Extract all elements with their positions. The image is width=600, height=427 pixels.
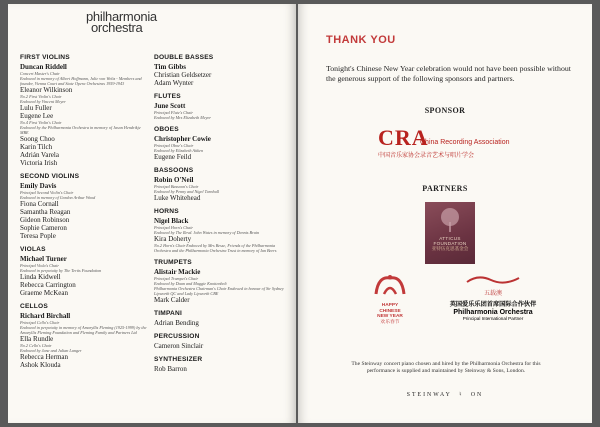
musician-name: Michael Turner <box>20 255 67 263</box>
musician-name: Eugene Feild <box>154 153 192 161</box>
chair-note: Endowed in memory of Albert Hoffmann, Julie von Weltz - Members and founder, Vienna Court and State Opera Orchestras 1959-1943 <box>20 76 142 86</box>
musician-name: Soong Choo <box>20 135 55 143</box>
musician-name: Kira Doherty <box>154 235 192 243</box>
steinway-wordmark: STEINWAY <box>406 392 452 398</box>
chair-note: Endowed by Penny and Nigel Turnbull <box>154 189 220 194</box>
roster-page <box>8 4 296 423</box>
musician-name: Adrián Varela <box>20 151 59 159</box>
wuzai-text: 五载澳 <box>483 291 502 297</box>
musician-name: Eugene Lee <box>20 112 54 120</box>
tree-icon <box>425 202 475 236</box>
musician-name: Ella Rundle <box>20 335 54 343</box>
musician-name: Adrian Bending <box>154 319 199 327</box>
section-heading: FIRST VIOLINS <box>20 54 70 61</box>
section-heading: CELLOS <box>20 303 48 310</box>
musician-name: Gideon Robinson <box>20 216 70 224</box>
musician-name: Richard Birchall <box>20 312 71 320</box>
musician-name: Duncan Riddell <box>20 63 67 71</box>
chair-note: Endowed by Vincent Meyer <box>20 99 66 104</box>
musician-name: June Scott <box>154 102 186 110</box>
musician-name: Rebecca Herman <box>20 353 68 361</box>
chair-note: No.4 First Violin's Chair <box>20 120 62 125</box>
philharmonia-logo <box>86 11 157 33</box>
cra-wordmark: CRA <box>378 125 429 150</box>
musician-name: Emily Davis <box>20 182 57 190</box>
musician-name: Karin Tilch <box>20 143 53 151</box>
musician-name: Graeme McKean <box>20 289 69 297</box>
musician-name: Linda Kidwell <box>20 273 61 281</box>
musician-name: Ashok Klouda <box>20 361 61 369</box>
musician-name: Christian Geldsetzer <box>154 71 212 79</box>
happy-chinese-new-year-logo <box>370 272 410 325</box>
chair-note: No.2 Cello's Chair <box>20 343 52 348</box>
musician-name: Eleanor Wilkinson <box>20 86 73 94</box>
musician-name: Sophie Cameron <box>20 224 67 232</box>
musician-name: Tim Gibbs <box>154 63 186 71</box>
chair-note: Endowed in memory of Gordon Arthur Wood <box>20 195 96 200</box>
cny-chinese: 欢乐春节 <box>380 319 400 325</box>
chair-note: No.2 First Violin's Chair <box>20 94 62 99</box>
musician-name: Lulu Fuller <box>20 104 52 112</box>
chair-note: Principal Cello's Chair <box>20 320 60 325</box>
section-heading: HORNS <box>154 208 179 215</box>
section-heading: BASSOONS <box>154 167 194 174</box>
chair-note: Endowed by Mrs Elizabeth Meyer <box>154 115 211 120</box>
musician-name: Christopher Cowie <box>154 135 211 143</box>
logo-line-1: philharmonia <box>86 9 157 24</box>
chair-note: Endowed by the Philharmonia Orchestra in memory of Jason Hendrikje MBE <box>20 125 141 135</box>
chair-note: Endowed in perpetuity in memory of Amaryllis Fleming (1925-1999) by the Amaryllis Fleming Foundation and Fleming Family and Partners Ltd <box>20 325 147 335</box>
cra-fullname: China Recording Association <box>420 139 510 146</box>
section-heading: VIOLAS <box>20 246 46 253</box>
section-heading: TIMPANI <box>154 310 183 317</box>
logo-line-2: orchestra <box>91 20 143 35</box>
chair-note: Principal Flute's Chair <box>154 110 194 115</box>
sponsors-page <box>298 4 592 423</box>
cny-text-2: CHINESE <box>379 308 401 314</box>
chair-note: Principal Trumpet's Chair <box>154 276 199 281</box>
musician-name: Cameron Sinclair <box>154 342 204 350</box>
lantern-icon <box>370 272 410 298</box>
musician-name: Nigel Black <box>154 217 189 225</box>
thank-you-text: Tonight's Chinese New Year celebration would not have been possible without the generous support of the following sponsors and partners. <box>326 64 571 83</box>
foundation-chinese-name: 亚特伍克思基金会 <box>431 246 469 251</box>
sponsor-label: SPONSOR <box>424 106 466 115</box>
musician-name: Rebecca Carrington <box>20 281 76 289</box>
chair-note: Principal Horn's Chair <box>154 225 194 230</box>
partner-chinese: 英国爱乐乐团首席国际合作伙伴 <box>449 301 537 308</box>
musician-name: Fiona Cornall <box>20 200 59 208</box>
musician-name: Luke Whitehead <box>154 194 201 202</box>
musician-name: Mark Calder <box>154 296 190 304</box>
steinway-suffix: ON <box>470 392 484 398</box>
section-heading: FLUTES <box>154 93 181 100</box>
chair-note: No.2 Horn's Chair Endowed by Mrs Besse, Friends of the Philharmonia Orchestra and the Philharmonia Orchestra Trust in memory of Ian Beers <box>154 243 277 253</box>
chair-note: Concert Master's Chair <box>20 71 60 76</box>
cra-logo <box>378 127 548 159</box>
philharmonia-partner-logo <box>423 272 563 321</box>
chair-note: Endowed by The Revd. John Wates in memory of Dennis Brain <box>154 230 260 235</box>
musician-name: Alistair Mackie <box>154 268 201 276</box>
steinway-logo <box>298 392 592 398</box>
wuzai-mark <box>423 272 563 297</box>
calligraphy-icon <box>463 272 523 286</box>
foundation-logo <box>425 202 475 264</box>
steinway-note: The Steinway concert piano chosen and hired by the Philharmonia Orchestra for this performance is supplied and maintained by Steinway & Sons, London. <box>351 361 541 374</box>
section-heading: TRUMPETS <box>154 259 192 266</box>
chair-note: Endowed in perpetuity by The Tertis Foundation <box>20 268 102 273</box>
roster-column-1 <box>20 54 148 369</box>
partner-name: Philharmonia Orchestra <box>453 309 533 316</box>
section-heading: PERCUSSION <box>154 333 200 340</box>
chair-note: Endowed by Jane and Julian Langer <box>20 348 82 353</box>
musician-name: Teresa Pople <box>20 232 56 240</box>
musician-name: Robin O'Neil <box>154 176 194 184</box>
cny-text-1: HAPPY <box>381 303 399 308</box>
musician-name: Victoria Irish <box>20 159 58 167</box>
page-title: THANK YOU <box>326 34 396 46</box>
lyre-icon: ♮ <box>459 392 464 398</box>
chair-note: Principal Bassoon's Chair <box>154 184 199 189</box>
chair-note: Endowed by Daan and Maggie Knottenbelt <box>154 281 227 286</box>
section-heading: DOUBLE BASSES <box>154 54 214 61</box>
chair-note: Principal Oboe's Chair <box>154 143 194 148</box>
section-heading: OBOES <box>154 126 179 133</box>
cra-chinese-name: 中国音乐家协会录音艺术与唱片学会 <box>378 153 475 159</box>
section-heading: SECOND VIOLINS <box>20 173 80 180</box>
cny-text-3: NEW YEAR <box>377 314 403 319</box>
chair-note: Endowed by Elizabeth Aitken <box>154 148 204 153</box>
section-heading: SYNTHESIZER <box>154 356 203 363</box>
roster-column-2 <box>154 54 284 373</box>
musician-name: Rob Barron <box>154 365 187 373</box>
partner-role: Principal International Partner <box>462 316 524 321</box>
musician-name: Samantha Reagan <box>20 208 71 216</box>
musician-name: Adam Wynter <box>154 79 194 87</box>
chair-note: Principal Second Violin's Chair <box>20 190 74 195</box>
foundation-name: ATTICUS FOUNDATION <box>433 236 467 246</box>
chair-note: Principal Viola's Chair <box>20 263 59 268</box>
chair-note: Philharmonia Orchestra Chairman's Chair Endowed in honour of Sir Sydney Lipworth QC and Lady Lipworth CBE <box>154 286 284 296</box>
partners-label: PARTNERS <box>422 184 468 193</box>
